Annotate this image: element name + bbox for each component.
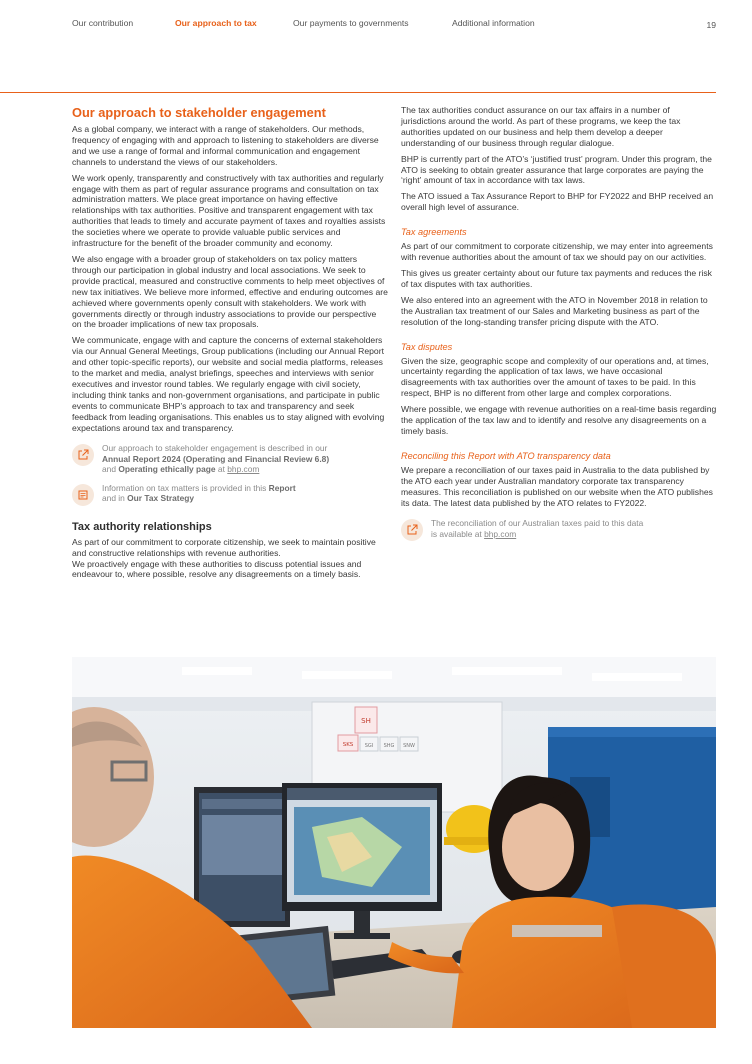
page-number: 19 — [706, 20, 716, 30]
nav-our-approach-to-tax[interactable]: Our approach to tax — [175, 18, 257, 28]
subheading-tax-disputes: Tax disputes — [401, 341, 453, 352]
nav-our-contribution[interactable]: Our contribution — [72, 18, 134, 28]
paragraph: We prepare a reconciliation of our taxes paid in Australia to the data published by the ATO each year under Australian mandatory corporate tax transparency measures. This reconciliation is published on our website when the ATO publishes its data. The latest data published by the ATO relates to FY2022. — [401, 464, 713, 508]
board-label: SGI — [364, 743, 374, 749]
callout-text: Our approach to stakeholder engagement is described in our Annual Report 2024 (Operating and Financial Review 6.8) and Operating ethically page at bhp.com — [102, 443, 330, 475]
paragraph: As part of our commitment to corporate citizenship, we may enter into agreements with revenue authorities about the amount of tax we should pay on our activities. — [401, 241, 713, 263]
callout-tax-matters — [72, 483, 388, 506]
subheading-reconciling-report: Reconciling this Report with ATO transparency data — [401, 450, 611, 461]
board-label: SKS — [342, 742, 354, 748]
office-photo-illustration — [72, 657, 716, 1028]
paragraph: As part of our commitment to corporate citizenship, we seek to maintain positive and constructive relationships with revenue authorities. — [72, 536, 376, 558]
paragraph: We also entered into an agreement with the ATO in November 2018 in relation to the Australian tax treatment of our Sales and Marketing business as part of the resolution of the long-standing transfer pricing dispute with the ATO. — [401, 294, 708, 327]
callout-text: Information on tax matters is provided in this Report and in Our Tax Strategy — [102, 482, 296, 504]
section-heading-tax-authority-relationships: Tax authority relationships — [72, 520, 212, 533]
link-operating-ethically[interactable]: Operating ethically page — [118, 464, 216, 475]
left-column — [72, 105, 388, 585]
board-label: SNW — [403, 743, 415, 749]
paragraph: The ATO issued a Tax Assurance Report to BHP for FY2022 and BHP received an overall high level of assurance. — [401, 191, 714, 213]
link-report[interactable]: Report — [268, 482, 296, 493]
paragraph: We communicate, engage with and capture the concerns of external stakeholders via our Annual General Meetings, Group publications (including our Annual Report and other topic-specific reports), our website and social media platforms, releases to the market and media, analyst briefings, speeches and interviews with senior executives and investor round tables. We regularly engage with civil society, including think tanks and non-government organisations, and participate in public events to communicate BHP’s approach to tax and transparency and seek feedback from leading organisations. This enables us to stay aligned with evolving expectations around tax and transparency. — [72, 335, 385, 433]
paragraph: Given the size, geographic scope and complexity of our operations and, at times, uncertainty regarding the application of tax laws, we have occasional disagreements with tax authorities over the amount of taxes to be paid. In this respect, BHP is no different from other large and complex corporations. — [401, 355, 709, 399]
callout-text: The reconciliation of our Australian taxes paid to this data is available at bhp.com — [431, 518, 644, 539]
office-photo — [72, 657, 716, 1028]
paragraph: We proactively engage with these authorities to discuss potential issues and endeavour to, where possible, resolve any disagreements on a timely basis. — [72, 558, 362, 580]
board-label: SH — [361, 717, 371, 725]
paragraph: This gives us greater certainty about our future tax payments and reduces the risk of tax disputes with tax authorities. — [401, 267, 712, 289]
subheading-tax-agreements: Tax agreements — [401, 227, 467, 238]
top-navigation — [72, 18, 716, 32]
board-label: SHG — [383, 743, 395, 749]
link-bhp-com[interactable]: bhp.com — [484, 528, 517, 539]
header-divider — [0, 92, 716, 93]
link-bhp-com[interactable]: bhp.com — [227, 464, 260, 475]
section-heading-stakeholder-engagement: Our approach to stakeholder engagement — [72, 105, 326, 120]
link-annual-report[interactable]: Annual Report 2024 (Operating and Financial Review 6.8) — [102, 453, 330, 464]
document-icon — [72, 484, 94, 506]
nav-our-payments-to-governments[interactable]: Our payments to governments — [293, 18, 409, 28]
paragraph: We also engage with a broader group of stakeholders on tax policy matters through our participation in global industry and local associations. We seek to provide practical, measured and constructive comments to help meet objectives of new tax initiatives. We believe more informed, effective and enduring outcomes are achieved where governments openly consult with stakeholders. We work with governments directly or through industry associations to provide our perspective on the broader implications of new tax proposals. — [72, 253, 388, 330]
paragraph: We work openly, transparently and constructively with tax authorities and regularly engage with them as part of regular assurance programs and consultation on tax administration matters. We place great importance on having effective relationships with tax authorities. Positive and transparent engagement with tax authorities that leads to timely and accurate payment of taxes and royalties assists the societies where we operate to provide valuable public services and infrastructure for the benefit of the broader community and economy. — [72, 172, 386, 249]
paragraph: BHP is currently part of the ATO’s ‘justified trust’ program. Under this program, the ATO is seeking to obtain greater assurance that large corporates are paying the ‘right’ amount of tax in accordance with tax laws. — [401, 153, 712, 186]
nav-additional-information[interactable]: Additional information — [452, 18, 535, 28]
external-link-icon — [401, 519, 423, 541]
right-column — [401, 105, 717, 549]
paragraph: Where possible, we engage with revenue authorities on a real-time basis regarding the application of the tax law and to identify and resolve any disagreements on a timely basis. — [401, 404, 717, 436]
link-our-tax-strategy[interactable]: Our Tax Strategy — [127, 493, 195, 504]
paragraph: As a global company, we interact with a range of stakeholders. Our methods, frequency of engaging with and approach to listening to stakeholders are diverse and we use a range of formal and informal communication and engagement channels to understand the views of our stakeholders. — [72, 124, 379, 167]
external-link-icon — [72, 444, 94, 466]
callout-reconciliation — [401, 518, 717, 541]
callout-stakeholder-engagement — [72, 443, 388, 474]
paragraph: The tax authorities conduct assurance on our tax affairs in a number of jurisdictions around the world. As part of these programs, we keep the tax authorities updated on our business and help them develop a deeper understanding of our business through regular dialogue. — [401, 105, 681, 148]
